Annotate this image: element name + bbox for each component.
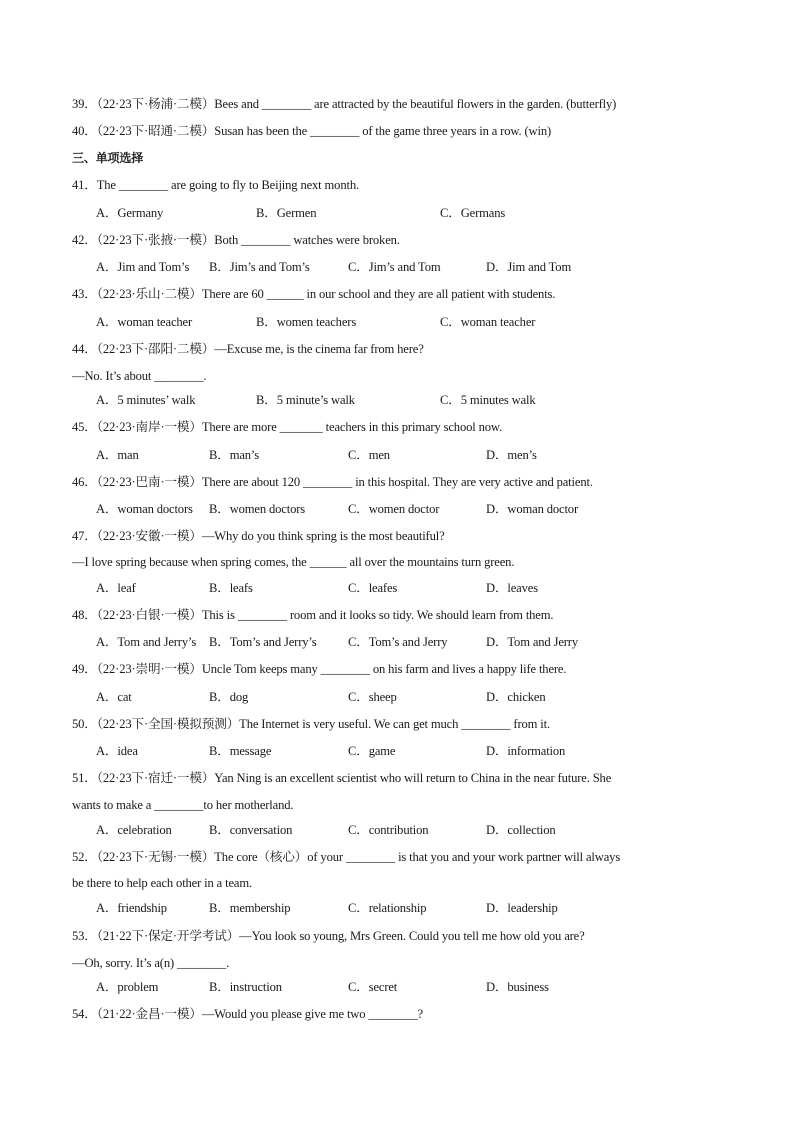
question-51: 51．（22·23下·宿迁·一模）Yan Ning is an excellent scientist who will return to China in the near future. She <box>72 771 612 785</box>
q46-option-a: A．woman doctors <box>96 502 193 516</box>
q42-option-d: D．Jim and Tom <box>486 260 572 274</box>
q52-option-d: D．leadership <box>486 901 558 915</box>
question-44-reply: —No. It’s about ________. <box>72 369 207 383</box>
q45-option-c: C．men <box>348 448 390 462</box>
q47-option-b: B．leafs <box>209 581 253 595</box>
question-47-reply: —I love spring because when spring comes, the ______ all over the mountains turn green. <box>72 555 515 569</box>
q47-option-a: A．leaf <box>96 581 136 595</box>
q42-option-a: A．Jim and Tom’s <box>96 260 190 274</box>
q49-option-d: D．chicken <box>486 690 546 704</box>
q53-option-b: B．instruction <box>209 980 282 994</box>
question-53-reply: —Oh, sorry. It’s a(n) ________. <box>72 956 230 970</box>
question-45: 45．（22·23·南岸·一模）There are more _______ teachers in this primary school now. <box>72 420 503 434</box>
section-heading: 三、单项选择 <box>72 151 144 165</box>
question-42: 42．（22·23下·张掖·一模）Both ________ watches were broken. <box>72 233 400 247</box>
question-50: 50．（22·23下·全国·模拟预测）The Internet is very useful. We can get much ________ from it. <box>72 717 551 731</box>
q50-option-b: B．message <box>209 744 272 758</box>
q50-option-d: D．information <box>486 744 566 758</box>
q44-option-c: C．5 minutes walk <box>440 393 536 407</box>
q45-option-d: D．men’s <box>486 448 537 462</box>
q51-option-b: B．conversation <box>209 823 293 837</box>
q41-option-b: B．Germen <box>256 206 317 220</box>
q48-option-c: C．Tom’s and Jerry <box>348 635 448 649</box>
question-39: 39．（22·23下·杨浦·二模）Bees and ________ are attracted by the beautiful flowers in the garden. (butterfly) <box>72 97 617 111</box>
q48-option-b: B．Tom’s and Jerry’s <box>209 635 317 649</box>
q45-option-a: A．man <box>96 448 139 462</box>
q49-option-a: A．cat <box>96 690 132 704</box>
question-43: 43．（22·23·乐山·二模）There are 60 ______ in our school and they are all patient with students. <box>72 287 556 301</box>
q53-option-c: C．secret <box>348 980 398 994</box>
q48-option-a: A．Tom and Jerry’s <box>96 635 197 649</box>
q44-option-b: B．5 minute’s walk <box>256 393 355 407</box>
q43-option-c: C．woman teacher <box>440 315 536 329</box>
q43-option-b: B．women teachers <box>256 315 357 329</box>
q52-option-b: B．membership <box>209 901 291 915</box>
question-44: 44．（22·23下·邵阳·二模）—Excuse me, is the cinema far from here? <box>72 342 424 356</box>
q44-option-a: A．5 minutes’ walk <box>96 393 196 407</box>
q52-option-a: A．friendship <box>96 901 167 915</box>
q45-option-b: B．man’s <box>209 448 260 462</box>
q49-option-c: C．sheep <box>348 690 397 704</box>
q42-option-b: B．Jim’s and Tom’s <box>209 260 310 274</box>
question-52: 52．（22·23下·无锡·一模）The core（核心）of your ________ is that you and your work partner will always <box>72 850 621 864</box>
q51-option-c: C．contribution <box>348 823 429 837</box>
q52-option-c: C．relationship <box>348 901 427 915</box>
q41-option-a: A．Germany <box>96 206 164 220</box>
question-41: 41．The ________ are going to fly to Beijing next month. <box>72 178 359 192</box>
q46-option-d: D．woman doctor <box>486 502 578 516</box>
question-54: 54．（21·22·金昌·一模）—Would you please give me two ________? <box>72 1007 424 1021</box>
q46-option-c: C．women doctor <box>348 502 440 516</box>
q42-option-c: C．Jim’s and Tom <box>348 260 441 274</box>
q50-option-a: A．idea <box>96 744 138 758</box>
q50-option-c: C．game <box>348 744 396 758</box>
q53-option-a: A．problem <box>96 980 159 994</box>
question-46: 46．（22·23·巴南·一模）There are about 120 ________ in this hospital. They are very active and patient. <box>72 475 593 489</box>
question-53: 53．（21·22下·保定·开学考试）—You look so young, Mrs Green. Could you tell me how old you are? <box>72 929 585 943</box>
q43-option-a: A．woman teacher <box>96 315 193 329</box>
q53-option-d: D．business <box>486 980 549 994</box>
q48-option-d: D．Tom and Jerry <box>486 635 578 649</box>
question-49: 49．（22·23·崇明·一模）Uncle Tom keeps many ________ on his farm and lives a happy life there. <box>72 662 567 676</box>
question-51-cont: wants to make a ________to her motherland. <box>72 798 294 812</box>
q47-option-c: C．leafes <box>348 581 398 595</box>
question-52-cont: be there to help each other in a team. <box>72 876 252 890</box>
q41-option-c: C．Germans <box>440 206 506 220</box>
question-47: 47．（22·23·安徽·一模）—Why do you think spring is the most beautiful? <box>72 529 445 543</box>
question-40: 40．（22·23下·昭通·二模）Susan has been the ________ of the game three years in a row. (win) <box>72 124 552 138</box>
q46-option-b: B．women doctors <box>209 502 306 516</box>
q51-option-a: A．celebration <box>96 823 172 837</box>
q49-option-b: B．dog <box>209 690 249 704</box>
q51-option-d: D．collection <box>486 823 556 837</box>
q47-option-d: D．leaves <box>486 581 538 595</box>
question-48: 48．（22·23·白银·一模）This is ________ room and it looks so tidy. We should learn from them. <box>72 608 554 622</box>
